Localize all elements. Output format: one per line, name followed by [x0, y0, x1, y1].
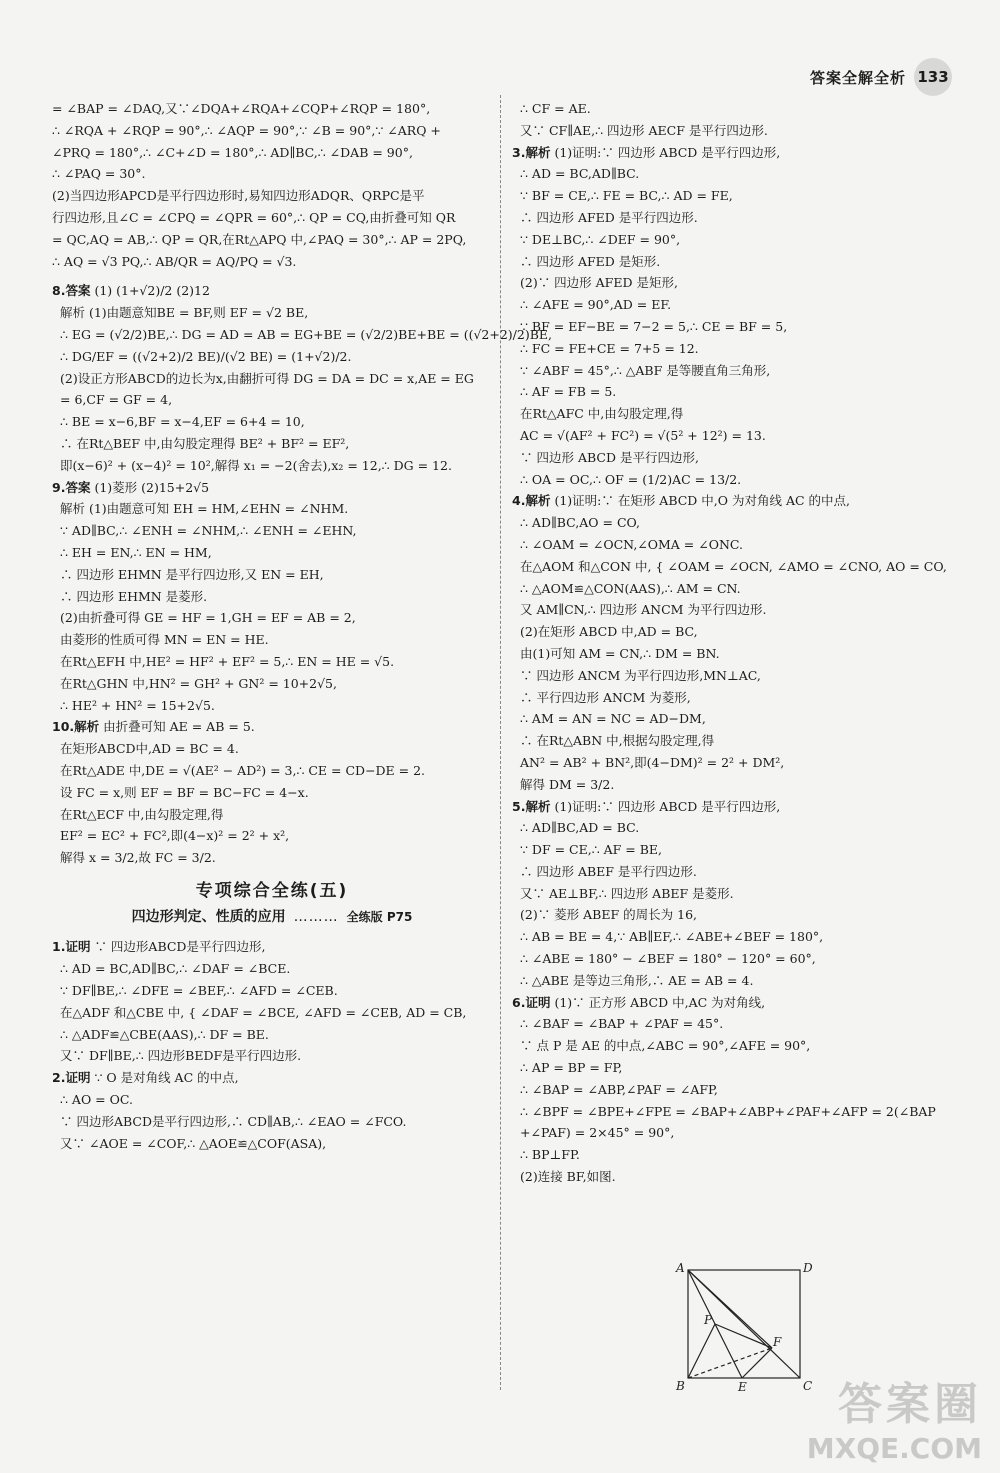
- text-line: ∵ DE⊥BC,∴ ∠DEF = 90°,: [520, 231, 681, 247]
- text-line: ∴ 在Rt△ABN 中,根据勾股定理,得: [520, 733, 715, 749]
- column-divider: [500, 95, 501, 1390]
- text-line: ∴ BP⊥FP.: [520, 1147, 580, 1163]
- question-tag: 9.答案: [52, 479, 91, 495]
- problem-3: [512, 142, 972, 491]
- text-line: ∴ EH = EN,∴ EN = HM,: [60, 544, 212, 560]
- right-column: [512, 98, 972, 1188]
- question-9: [52, 477, 492, 717]
- text-line: ∠PRQ = 180°,∴ ∠C+∠D = 180°,∴ AD∥BC,∴ ∠DAB = 90°,: [52, 144, 413, 160]
- text-line: 由(1)可知 AM = CN,∴ DM = BN.: [520, 645, 720, 661]
- answer-line: [52, 716, 492, 738]
- text-line: AC = √(AF² + FC²) = √(5² + 12²) = 13.: [520, 427, 766, 443]
- text-line: ∴ AO = OC.: [60, 1092, 133, 1108]
- text-line: ∵ 四边形 ABCD 是平行四边形,: [520, 449, 699, 465]
- text-line: (1)∵ 正方形 ABCD 中,AC 为对角线,: [554, 994, 766, 1010]
- text-line: ∴ 四边形 AFED 是平行四边形.: [520, 209, 698, 225]
- text-line: ∵ BF = EF−BE = 7−2 = 5,∴ CE = BF = 5,: [520, 318, 788, 334]
- section-subtitle-row: [52, 907, 492, 929]
- text-line: ∴ AD = BC,AD∥BC,∴ ∠DAF = ∠BCE.: [60, 961, 291, 977]
- text-line: ∴ 四边形 AFED 是矩形.: [520, 253, 661, 269]
- text-line: (2)在矩形 ABCD 中,AD = BC,: [520, 624, 698, 640]
- text-line: ∵ O 是对角线 AC 的中点,: [94, 1070, 239, 1086]
- text-line: ∴ △ABE 是等边三角形,∴ AE = AB = 4.: [520, 972, 754, 988]
- text-line: ∴ 四边形 EHMN 是平行四边形,又 EN = EH,: [60, 566, 324, 582]
- text-line: (2)设正方形ABCD的边长为x,由翻折可得 DG = DA = DC = x,AE = EG: [60, 370, 474, 386]
- text-line: ∵ DF∥BE,∴ ∠DFE = ∠BEF,∴ ∠AFD = ∠CEB.: [60, 983, 338, 999]
- section-page-ref: 全练版 P75: [346, 909, 413, 924]
- text-line: 解得 DM = 3/2.: [520, 776, 615, 792]
- text-line: (1)证明:∵ 四边形 ABCD 是平行四边形,: [554, 798, 781, 814]
- question-tag: 4.解析: [512, 493, 551, 509]
- text-line: ∵ 四边形ABCD是平行四边形,∴ CD∥AB,∴ ∠EAO = ∠FCO.: [60, 1113, 407, 1129]
- text-line: ∴ AM = AN = NC = AD−DM,: [520, 711, 706, 727]
- text-line: +∠PAF) = 2×45° = 90°,: [520, 1125, 675, 1141]
- text-line: 在△AOM 和△CON 中, { ∠OAM = ∠OCN, ∠AMO = ∠CNO, AO = CO,: [520, 558, 947, 574]
- question-tag: 8.答案: [52, 283, 91, 299]
- text-line: AN² = AB² + BN²,即(4−DM)² = 2² + DM²,: [520, 754, 785, 770]
- question-tag: 3.解析: [512, 144, 551, 160]
- watermark: [807, 1368, 982, 1465]
- label-c: C: [803, 1379, 813, 1393]
- label-b: B: [676, 1379, 685, 1393]
- text-line: ∵ 四边形ABCD是平行四边形,: [94, 939, 266, 955]
- text-line: 又 AM∥CN,∴ 四边形 ANCM 为平行四边形.: [520, 602, 767, 618]
- answer-line: [512, 796, 972, 818]
- question-tag: 6.证明: [512, 994, 551, 1010]
- segment-af: [688, 1270, 772, 1348]
- answer-line: [52, 936, 492, 958]
- text-line: ∴ AD = BC,AD∥BC.: [520, 166, 640, 182]
- question-tag: 5.解析: [512, 798, 551, 814]
- text-line: ∴ ∠RQA + ∠RQP = 90°,∴ ∠AQP = 90°,∵ ∠B = 90°,∵ ∠ARQ +: [52, 122, 441, 138]
- question-tag: 2.证明: [52, 1070, 91, 1086]
- text-line: ∴ ∠OAM = ∠OCN,∠OMA = ∠ONC.: [520, 536, 744, 552]
- text-line: ∵ AD∥BC,∴ ∠ENH = ∠NHM,∴ ∠ENH = ∠EHN,: [60, 523, 357, 539]
- text-line: 又∵ ∠AOE = ∠COF,∴ △AOE≌△COF(ASA),: [60, 1135, 327, 1151]
- text-line: 在Rt△GHN 中,HN² = GH² + GN² = 10+2√5,: [60, 675, 337, 691]
- text-line: ∴ ∠BPF = ∠BPE+∠FPE = ∠BAP+∠ABP+∠PAF+∠AFP = 2(∠BAP: [520, 1103, 936, 1119]
- geometry-figure: [672, 1258, 822, 1394]
- text-line: 由折叠可知 AE = AB = 5.: [103, 719, 255, 735]
- text-line: 在Rt△AFC 中,由勾股定理,得: [520, 406, 684, 422]
- question-tag: 10.解析: [52, 719, 100, 735]
- question-tag: 1.证明: [52, 939, 91, 955]
- text-line: ∴ ∠PAQ = 30°.: [52, 166, 146, 182]
- text-line: ∴ BE = x−6,BF = x−4,EF = 6+4 = 10,: [60, 414, 305, 430]
- segment-ef: [742, 1348, 772, 1378]
- problem-4: [512, 490, 972, 795]
- text-line: ∴ AF = FB = 5.: [520, 384, 617, 400]
- text-line: ∴ AQ = √3 PQ,∴ AB/QR = AQ/PQ = √3.: [52, 253, 297, 269]
- text-line: ∴ 四边形 ABEF 是平行四边形.: [520, 863, 697, 879]
- text-line: 又∵ AE⊥BF,∴ 四边形 ABEF 是菱形.: [520, 885, 734, 901]
- text-line: ∴ DG/EF = ((√2+2)/2 BE)/(√2 BE) = (1+√2)/2.: [60, 348, 352, 364]
- text-line: ∵ DF = CE,∴ AF = BE,: [520, 842, 663, 858]
- text-line: 又∵ CF∥AE,∴ 四边形 AECF 是平行四边形.: [520, 122, 768, 138]
- problem-2: [52, 1067, 492, 1154]
- continued-solution: [52, 98, 492, 272]
- answer-line: [52, 1067, 492, 1089]
- text-line: EF² = EC² + FC²,即(4−x)² = 2² + x²,: [60, 828, 290, 844]
- question-10: [52, 716, 492, 869]
- label-e: E: [738, 1380, 747, 1394]
- text-line: ∴ 四边形 EHMN 是菱形.: [60, 588, 208, 604]
- answer-text: (1) (1+√2)/2 (2)12: [94, 283, 210, 299]
- text-line: ∴ OA = OC,∴ OF = (1/2)AC = 13/2.: [520, 471, 742, 487]
- text-line: 又∵ DF∥BE,∴ 四边形BEDF是平行四边形.: [60, 1048, 302, 1064]
- text-line: ∴ FC = FE+CE = 7+5 = 12.: [520, 340, 699, 356]
- text-line: ∴ ∠BAF = ∠BAP + ∠PAF = 45°.: [520, 1016, 724, 1032]
- text-line: ∴ 平行四边形 ANCM 为菱形,: [520, 689, 691, 705]
- text-line: 即(x−6)² + (x−4)² = 10²,解得 x₁ = −2(舍去),x₂ = 12,∴ DG = 12.: [60, 457, 452, 473]
- text-line: ∵ 点 P 是 AE 的中点,∠ABC = 90°,∠AFE = 90°,: [520, 1038, 811, 1054]
- text-line: ∵ BF = CE,∴ FE = BC,∴ AD = FE,: [520, 188, 733, 204]
- text-line: ∴ AD∥BC,AD = BC.: [520, 820, 640, 836]
- text-line: ∴ AB = BE = 4,∵ AB∥EF,∴ ∠ABE+∠BEF = 180°,: [520, 929, 824, 945]
- text-line: ∴ △AOM≌△CON(AAS),∴ AM = CN.: [520, 580, 741, 596]
- text-line: 解析 (1)由题意知BE = BF,则 EF = √2 BE,: [60, 305, 309, 321]
- leader-dots: ………: [293, 908, 339, 925]
- problem-6: [512, 992, 972, 1188]
- section-heading: [52, 881, 492, 929]
- question-8: [52, 280, 552, 476]
- text-line: = QC,AQ = AB,∴ QP = QR,在Rt△APQ 中,∠PAQ = 30°,∴ AP = 2PQ,: [52, 231, 467, 247]
- text-line: ∴ AD∥BC,AO = CO,: [520, 515, 641, 531]
- text-line: 在矩形ABCD中,AD = BC = 4.: [60, 741, 239, 757]
- text-line: ∴ EG = (√2/2)BE,∴ DG = AD = AB = EG+BE = (√2/2)BE+BE = ((√2+2)/2)BE,: [60, 326, 552, 342]
- label-p: P: [704, 1313, 713, 1327]
- answer-line: [512, 992, 972, 1014]
- text-line: 在Rt△ADE 中,DE = √(AE² − AD²) = 3,∴ CE = CD−DE = 2.: [60, 762, 426, 778]
- continued-solution: [512, 98, 972, 142]
- text-line: ∴ 在Rt△BEF 中,由勾股定理得 BE² + BF² = EF²,: [60, 435, 350, 451]
- text-line: 解得 x = 3/2,故 FC = 3/2.: [60, 850, 216, 866]
- segment-pf: [715, 1324, 772, 1348]
- header-title: 答案全解全析: [809, 68, 906, 87]
- watermark-logo-text: 答案圈: [838, 1379, 982, 1430]
- text-line: (2)连接 BF,如图.: [520, 1169, 616, 1185]
- text-line: ∴ ∠AFE = 90°,AD = EF.: [520, 297, 672, 313]
- text-line: (2)∵ 菱形 ABEF 的周长为 16,: [520, 907, 697, 923]
- answer-line: [512, 142, 972, 164]
- text-line: = 6,CF = GF = 4,: [60, 392, 173, 408]
- text-line: ∵ 四边形 ANCM 为平行四边形,MN⊥AC,: [520, 667, 761, 683]
- answer-line: [52, 477, 492, 499]
- answer-line: [512, 490, 972, 512]
- section-subtitle: 四边形判定、性质的应用: [131, 908, 286, 925]
- text-line: 解析 (1)由题意可知 EH = HM,∠EHN = ∠NHM.: [60, 501, 349, 517]
- label-f: F: [773, 1335, 782, 1349]
- text-line: 设 FC = x,则 EF = BF = BC−FC = 4−x.: [60, 784, 309, 800]
- section-title: 专项综合全练(五): [195, 880, 349, 901]
- answer-line: [52, 280, 492, 302]
- text-line: ∴ HE² + HN² = 15+2√5.: [60, 697, 215, 713]
- text-line: (1)证明:∵ 四边形 ABCD 是平行四边形,: [554, 144, 781, 160]
- page-number: 133: [914, 58, 952, 96]
- problem-5: [512, 796, 972, 992]
- text-line: (2)∵ 四边形 AFED 是矩形,: [520, 275, 678, 291]
- text-line: ∴ ∠BAP = ∠ABP,∠PAF = ∠AFP,: [520, 1081, 718, 1097]
- text-line: ∴ AP = BP = FP,: [520, 1060, 623, 1076]
- text-line: 在△ADF 和△CBE 中, { ∠DAF = ∠BCE, ∠AFD = ∠CEB, AD = CB,: [60, 1004, 467, 1020]
- page-header: [810, 58, 952, 96]
- text-line: (2)当四边形APCD是平行四边形时,易知四边形ADQR、QRPC是平: [52, 188, 425, 204]
- problem-1: [52, 936, 492, 1067]
- text-line: ∵ ∠ABF = 45°,∴ △ABF 是等腰直角三角形,: [520, 362, 771, 378]
- text-line: (2)由折叠可得 GE = HF = 1,GH = EF = AB = 2,: [60, 610, 356, 626]
- text-line: (1)证明:∵ 在矩形 ABCD 中,O 为对角线 AC 的中点,: [554, 493, 851, 509]
- text-line: 由菱形的性质可得 MN = EN = HE.: [60, 632, 269, 648]
- text-line: = ∠BAP = ∠DAQ,又∵∠DQA+∠RQA+∠CQP+∠RQP = 180°,: [52, 101, 431, 116]
- label-a: A: [676, 1261, 685, 1275]
- text-line: 行四边形,且∠C = ∠CPQ = ∠QPR = 60°,∴ QP = CQ,由折叠可知 QR: [52, 209, 456, 225]
- label-d: D: [803, 1261, 813, 1275]
- watermark-url: MXQE.COM: [806, 1432, 982, 1465]
- text-line: 在Rt△EFH 中,HE² = HF² + EF² = 5,∴ EN = HE = √5.: [60, 653, 395, 669]
- text-line: ∴ △ADF≌△CBE(AAS),∴ DF = BE.: [60, 1026, 269, 1042]
- text-line: ∴ CF = AE.: [520, 101, 591, 116]
- answer-text: (1)菱形 (2)15+2√5: [94, 479, 210, 495]
- text-line: 在Rt△ECF 中,由勾股定理,得: [60, 806, 224, 822]
- text-line: ∴ ∠ABE = 180° − ∠BEF = 180° − 120° = 60°,: [520, 951, 816, 967]
